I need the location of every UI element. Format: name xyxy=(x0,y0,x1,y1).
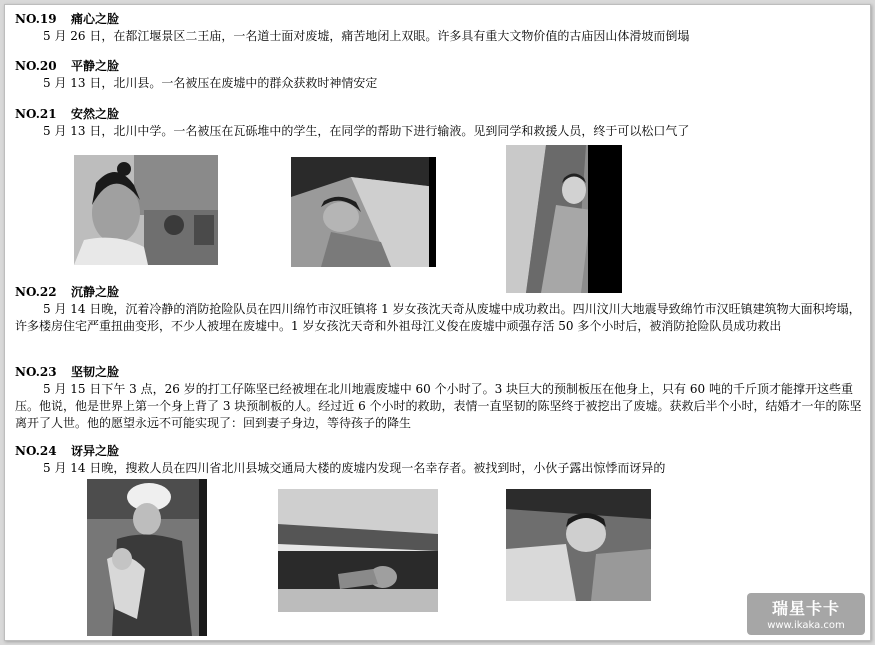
photo-student-iv xyxy=(506,145,622,293)
entry-heading xyxy=(15,106,865,123)
entry-caption: 5 月 13 日，北川中学。一名被压在瓦砾堆中的学生，在同学的帮助下进行输液。见到同学和救援人员，终于可以松口气了 xyxy=(43,124,690,138)
entry-heading xyxy=(15,443,865,460)
photo-man-under-slabs xyxy=(278,489,438,612)
entry-title: 沉静之脸 xyxy=(71,285,120,299)
photo-firefighter-child xyxy=(87,479,207,636)
entry-title: 讶异之脸 xyxy=(71,444,120,458)
entry-caption: 5 月 26 日，在都江堰景区二王庙，一名道士面对废墟，痛苦地闭上双眼。许多具有重大文物价值的古庙因山体滑坡而倒塌 xyxy=(43,29,690,43)
entry-caption: 5 月 14 日晚，沉着冷静的消防抢险队员在四川绵竹市汉旺镇将 1 岁女孩沈天奇从废墟中成功救出。四川汶川大地震导致绵竹市汉旺镇建筑物大面积垮塌，许多楼房住宅严重扭曲变形，不少人被埋在废墟中。1 岁女孩沈天奇和外祖母江义俊在废墟中顽强存活 50 多个小时后，被消防抢险队员成功救出 xyxy=(15,302,861,333)
entry-number: NO.20 xyxy=(15,59,57,73)
entry-heading xyxy=(15,58,865,75)
entry-title: 平静之脸 xyxy=(71,59,120,73)
entry-heading xyxy=(15,11,865,28)
document-page xyxy=(4,4,871,641)
entry-no20 xyxy=(15,58,865,92)
entry-no22 xyxy=(15,284,865,335)
watermark-logo xyxy=(747,593,865,635)
entry-no21 xyxy=(15,106,865,140)
entry-caption: 5 月 15 日下午 3 点，26 岁的打工仔陈坚已经被埋在北川地震废墟中 60 个小时了。3 块巨大的预制板压在他身上，只有 60 吨的千斤顶才能撑开这些重压。他说，他是世界上第一个身上背了 3 块预制板的人。经过近 6 个小时的救助，表情一直坚韧的陈坚终于被挖出了废墟。获救后半个小时，结婚才一年的陈坚离开了人世。他的愿望永远不可能实现了：回到妻子身边，等待孩子的降生 xyxy=(15,382,862,430)
entry-no24 xyxy=(15,443,865,477)
watermark-url: www.ikaka.com xyxy=(767,620,845,631)
entry-no23 xyxy=(15,364,865,432)
entry-number: NO.24 xyxy=(15,444,57,458)
watermark-brand: 瑞星卡卡 xyxy=(771,599,840,618)
entry-number: NO.19 xyxy=(15,12,57,26)
photo-young-survivor xyxy=(506,489,651,601)
entry-caption: 5 月 13 日，北川县。一名被压在废墟中的群众获救时神情安定 xyxy=(43,76,378,90)
photo-rescued-man xyxy=(291,157,436,267)
entry-number: NO.23 xyxy=(15,365,57,379)
entry-caption: 5 月 14 日晚，搜救人员在四川省北川县城交通局大楼的废墟内发现一名幸存者。被找到时，小伙子露出惊悸而讶异的 xyxy=(43,461,666,475)
entry-title: 安然之脸 xyxy=(71,107,120,121)
photo-taoist-priest xyxy=(74,155,218,265)
entry-number: NO.21 xyxy=(15,107,57,121)
entry-number: NO.22 xyxy=(15,285,57,299)
entry-heading xyxy=(15,364,865,381)
entry-heading xyxy=(15,284,865,301)
entry-title: 痛心之脸 xyxy=(71,12,120,26)
entry-title: 坚韧之脸 xyxy=(71,365,120,379)
entry-no19 xyxy=(15,11,865,45)
